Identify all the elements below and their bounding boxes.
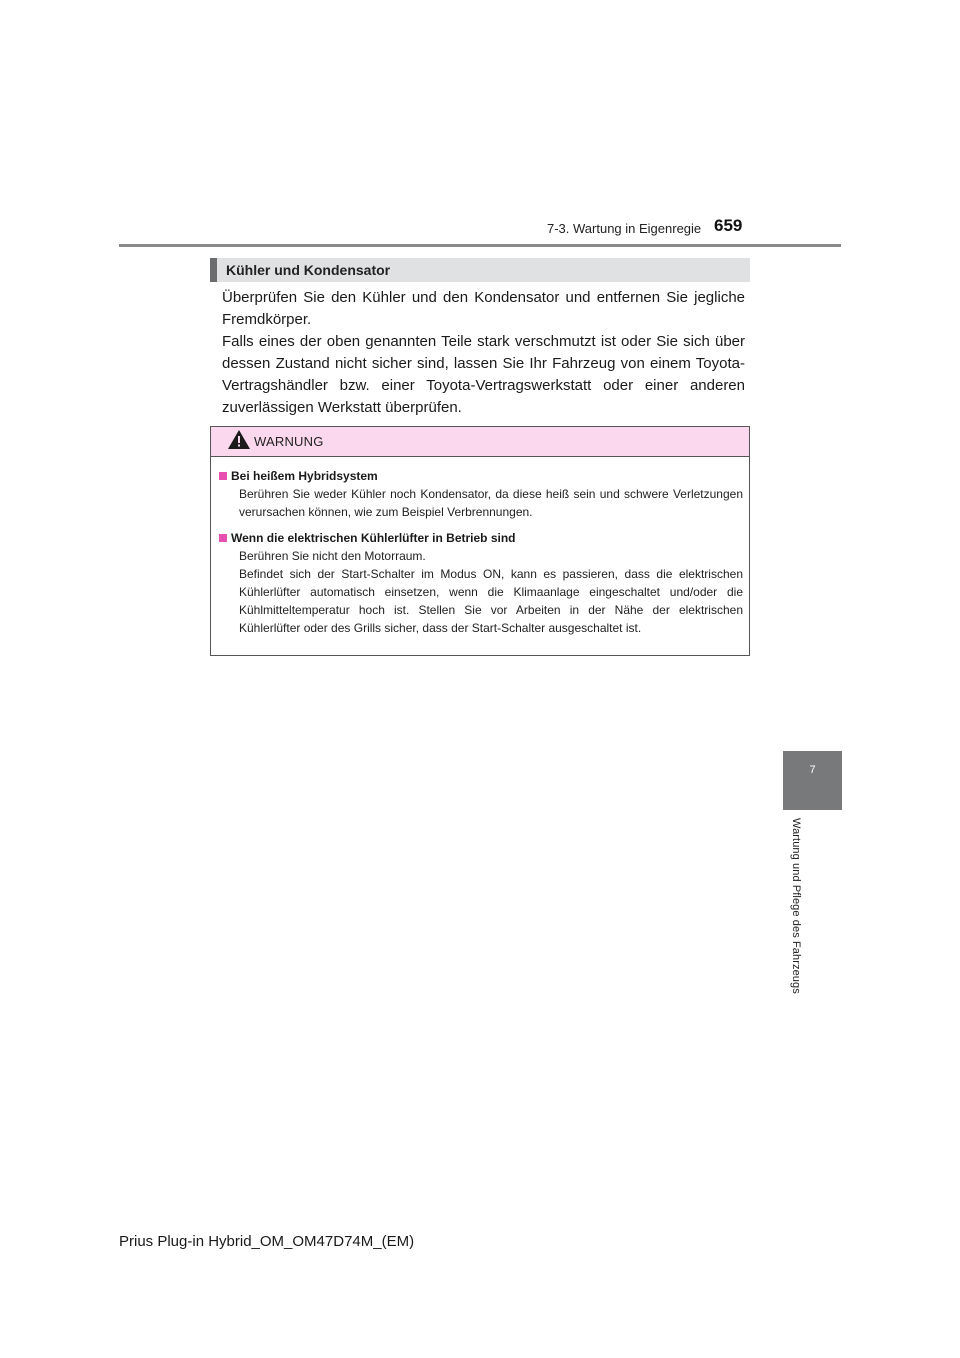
footer-document-code: Prius Plug-in Hybrid_OM_OM47D74M_(EM) — [119, 1233, 415, 1250]
chapter-number: 7 — [809, 764, 816, 776]
header-divider — [119, 244, 841, 247]
warning-item-text: Berühren Sie weder Kühler noch Kondensator, da diese heiß sein und schwere Verletzungen verursachen können, wie zum Beispiel Verbrennungen. — [239, 487, 743, 519]
square-bullet-icon — [219, 534, 227, 542]
warning-item-heading-text: Bei heißem Hybridsystem — [231, 469, 378, 483]
warning-item-heading — [219, 467, 743, 485]
warning-box — [210, 426, 750, 656]
warning-header — [211, 427, 749, 457]
section-heading — [210, 258, 750, 282]
warning-item-heading — [219, 529, 743, 547]
warning-title: WARNUNG — [254, 434, 324, 449]
warning-item-text: Befindet sich der Start-Schalter im Modus ON, kann es passieren, dass die elektrischen Kühlerlüfter automatisch einsetzen, wenn die Klimaanlage eingeschaltet und/oder die Kühlmitteltemperatur hoch ist. Stellen Sie vor Arbeiten in der Nähe der elektrischen Kühlerlüfter oder des Grills sicher, dass der Start-Schalter ausgeschaltet ist. — [239, 567, 743, 635]
warning-item-heading-text: Wenn die elektrischen Kühlerlüfter in Betrieb sind — [231, 531, 516, 545]
warning-item — [219, 467, 743, 521]
square-bullet-icon — [219, 472, 227, 480]
body-paragraph-1: Überprüfen Sie den Kühler und den Kondensator und entfernen Sie jegliche Fremdkörper. — [222, 289, 745, 328]
header-section-title: 7-3. Wartung in Eigenregie — [547, 221, 702, 236]
chapter-label: Wartung und Pflege des Fahrzeugs — [790, 818, 802, 994]
warning-item — [219, 529, 743, 637]
body-text — [222, 287, 745, 419]
chapter-tab — [783, 751, 842, 810]
warning-triangle-icon — [227, 429, 251, 450]
section-heading-text: Kühler und Kondensator — [226, 262, 391, 278]
page-number: 659 — [714, 216, 743, 235]
body-paragraph-2: Falls eines der oben genannten Teile stark verschmutzt ist oder Sie sich über dessen Zustand nicht sicher sind, lassen Sie Ihr Fahrzeug von einem Toyota-Vertragshändler bzw. einer Toyota-Vertragswerkstatt oder einer anderen zuverlässigen Werkstatt überprüfen. — [222, 333, 745, 416]
warning-item-text: Berühren Sie nicht den Motorraum. — [239, 549, 426, 563]
